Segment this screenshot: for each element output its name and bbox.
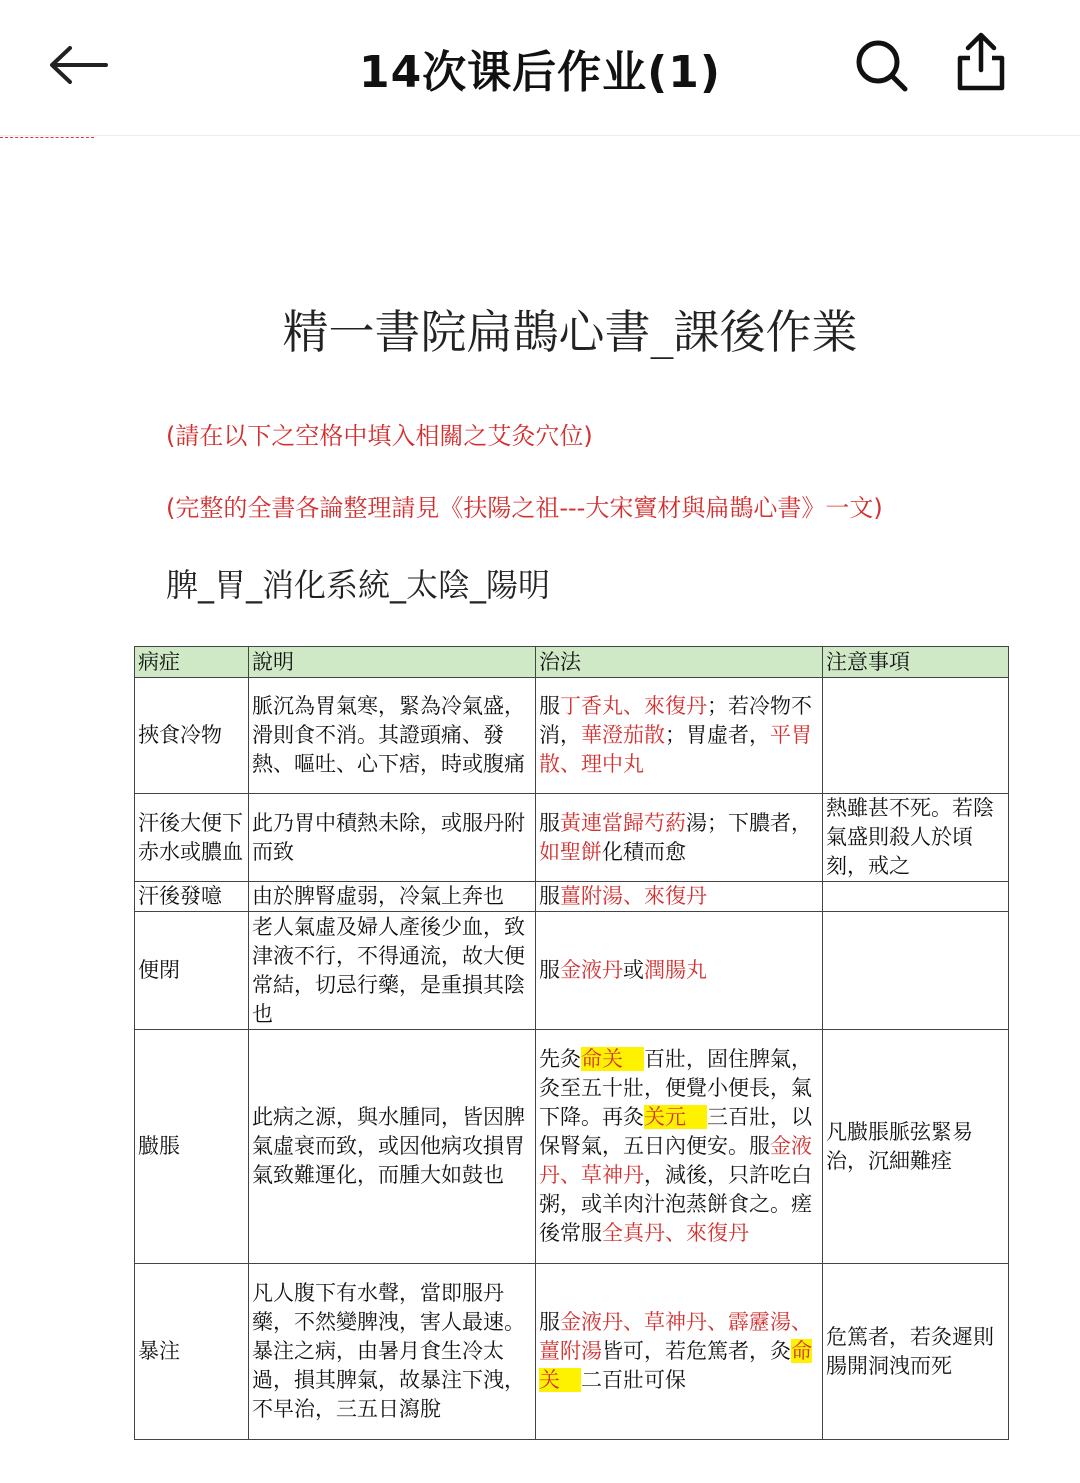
- header-description: 說明: [249, 647, 536, 678]
- treatment-cell: [536, 882, 823, 912]
- text: 、: [623, 884, 644, 908]
- share-icon: [952, 30, 1010, 94]
- text: ，減後，只許吃白粥，或羊肉汁泡蒸餅食之。瘥後常服: [539, 1163, 812, 1245]
- remedy-name: 金液丹: [560, 958, 623, 982]
- treatment-cell: [536, 678, 823, 794]
- red-underline-mark: [0, 137, 94, 141]
- notes-cell: 凡臌脹脈弦緊易治，沉細難痊: [823, 1030, 1009, 1264]
- text: 、: [560, 1163, 581, 1187]
- acupoint-answer-highlight: 关元: [644, 1105, 707, 1129]
- disease-cell: 暴注: [135, 1264, 249, 1440]
- table-header-row: [135, 647, 1009, 678]
- remedy-name: 平胃散: [539, 723, 812, 776]
- notes-cell: 危篤者，若灸遲則腸開洞洩而死: [823, 1264, 1009, 1440]
- remedy-name: 丁香丸: [560, 694, 623, 718]
- remedy-name: 黃連當歸芍葯: [560, 810, 686, 835]
- disease-cell: 臌脹: [135, 1030, 249, 1264]
- remedy-name: 草神丹: [581, 1163, 644, 1187]
- text: 服: [539, 694, 560, 718]
- notes-cell: [823, 912, 1009, 1030]
- remedy-name: 華澄茄散: [581, 723, 665, 747]
- table-row: [135, 1264, 1009, 1440]
- section-heading: 脾_胃_消化系統_太陰_陽明: [166, 566, 551, 604]
- remedy-name: 全真丹: [602, 1221, 665, 1245]
- table-row: [135, 1030, 1009, 1264]
- text: 三百壯，以保腎氣，五日內便安。服: [539, 1105, 812, 1158]
- instruction-note: (請在以下之空格中填入相關之艾灸穴位): [166, 422, 593, 450]
- remedy-name: 來復丹: [686, 1221, 749, 1245]
- remedy-name: 草神丹: [644, 1310, 707, 1334]
- description-cell: 由於脾腎虛弱，冷氣上奔也: [249, 882, 536, 912]
- text: 、: [665, 1221, 686, 1245]
- treatment-cell: [536, 1030, 823, 1264]
- remedy-name: 薑附湯: [539, 1339, 602, 1363]
- top-bar: [0, 0, 1080, 136]
- text: 湯；下膿者，: [686, 810, 812, 835]
- page-title: 14次课后作业(1): [358, 47, 722, 98]
- table-row: [135, 678, 1009, 794]
- remedy-name: 金液丹: [560, 1310, 623, 1334]
- text: 服: [539, 884, 560, 908]
- text: 化積而愈: [602, 839, 686, 864]
- text: 、: [623, 1310, 644, 1334]
- homework-table: [134, 646, 1009, 1440]
- remedy-name: 理中丸: [581, 752, 644, 776]
- remedy-name: 霹靂湯: [728, 1310, 791, 1334]
- text: 服: [539, 958, 560, 982]
- treatment-cell: [536, 912, 823, 1030]
- disease-cell: 汗後發噫: [135, 882, 249, 912]
- text: ；若冷物不消，: [539, 694, 812, 747]
- description-cell: 此病之源，與水腫同，皆因脾氣虛衰而致，或因他病攻損胃氣致難運化，而腫大如鼓也: [249, 1030, 536, 1264]
- text: 服: [539, 810, 560, 835]
- remedy-name: 金液丹: [539, 1134, 812, 1187]
- acupoint-answer-highlight: 命关: [581, 1047, 644, 1071]
- text: 皆可，若危篤者，灸: [602, 1339, 791, 1363]
- notes-cell: [823, 882, 1009, 912]
- text: 、: [623, 694, 644, 718]
- treatment-cell: [536, 794, 823, 882]
- treatment-cell: [536, 1264, 823, 1440]
- text: 先灸: [539, 1047, 581, 1071]
- remedy-name: 潤腸丸: [644, 958, 707, 982]
- disease-cell: 挾食冷物: [135, 678, 249, 794]
- text: 或: [623, 958, 644, 982]
- description-cell: 老人氣虛及婦人產後少血，致津液不行，不得通流，故大便常結，切忌行藥，是重損其陰也: [249, 912, 536, 1030]
- remedy-name: 如聖餅: [539, 839, 602, 864]
- description-cell: 凡人腹下有水聲，當即服丹藥，不然變脾洩，害人最速。暴注之病，由暑月食生冷太過，損其脾氣，故暴注下洩，不早治，三五日瀉脫: [249, 1264, 536, 1440]
- remedy-name: 薑附湯: [560, 884, 623, 908]
- document-title: 精一書院扁鵲心書_課後作業: [282, 305, 858, 359]
- table-row: [135, 882, 1009, 912]
- disease-cell: 便閉: [135, 912, 249, 1030]
- text: 服: [539, 1310, 560, 1334]
- table-row: [135, 912, 1009, 1030]
- disease-cell: 汗後大便下赤水或膿血: [135, 794, 249, 882]
- notes-cell: [823, 678, 1009, 794]
- table-row: [135, 794, 1009, 882]
- remedy-name: 來復丹: [644, 884, 707, 908]
- text: 、: [560, 752, 581, 776]
- description-cell: 脈沉為胃氣寒，緊為冷氣盛，滑則食不消。其證頭痛、發熱、嘔吐、心下痞，時或腹痛: [249, 678, 536, 794]
- header-disease: 病症: [135, 647, 249, 678]
- text: 、: [791, 1310, 812, 1334]
- text: 百壯，固住脾氣，灸至五十壯，便覺小便長，氣下降。再灸: [539, 1047, 812, 1129]
- search-button[interactable]: [852, 36, 910, 94]
- share-button[interactable]: [952, 30, 1010, 94]
- text: ；胃虛者，: [665, 723, 770, 747]
- notes-cell: 熱雖甚不死。若陰氣盛則殺人於頃刻，戒之: [823, 794, 1009, 882]
- remedy-name: 來復丹: [644, 694, 707, 718]
- description-cell: 此乃胃中積熱未除，或服丹附而致: [249, 794, 536, 882]
- text: 、: [707, 1310, 728, 1334]
- acupoint-answer-highlight: 命关: [539, 1339, 812, 1392]
- header-notes: 注意事項: [823, 647, 1009, 678]
- reference-note: (完整的全書各論整理請見《扶陽之祖---大宋竇材與扁鵲心書》一文): [166, 494, 883, 522]
- header-treatment: 治法: [536, 647, 823, 678]
- text: 二百壯可保: [581, 1368, 686, 1392]
- search-icon: [852, 36, 910, 94]
